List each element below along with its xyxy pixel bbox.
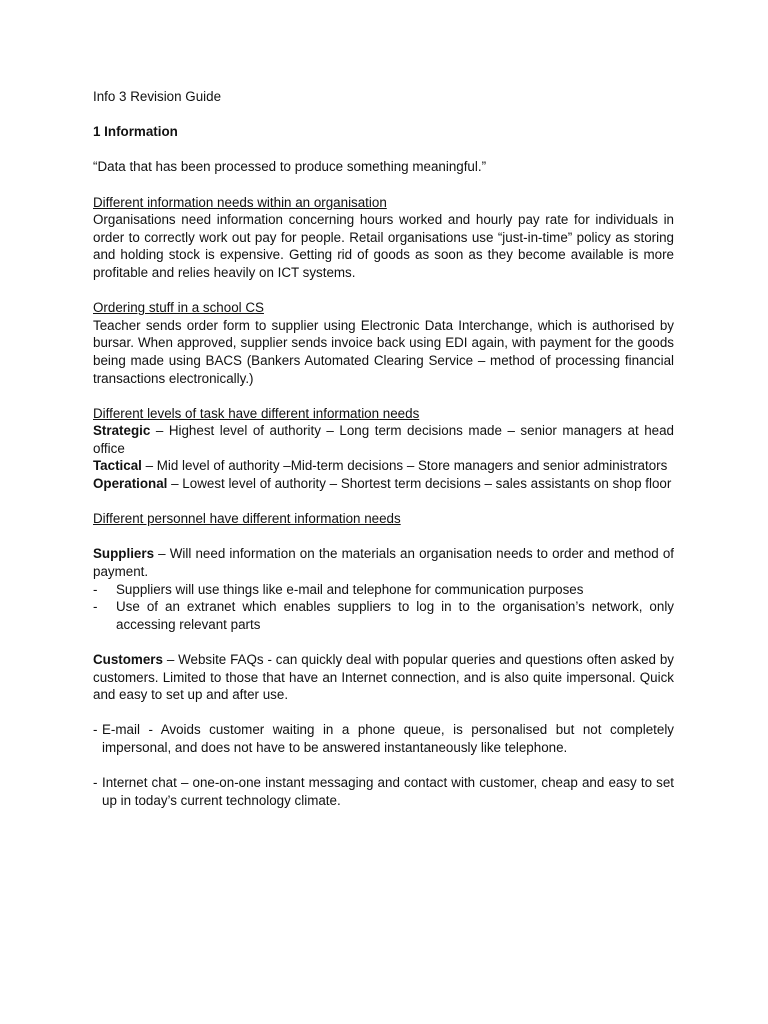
customers-paragraph: Customers – Website FAQs - can quickly deal with popular queries and questions often asked by customers. Limited to those that have an Internet connection, and is also quite impersonal. Quick and easy to set up and after use. xyxy=(93,652,674,703)
strategic-label: Strategic xyxy=(93,423,151,439)
internet-chat-item: - Internet chat – one-on-one instant messaging and contact with customer, cheap and easy to set up in today’s current technology climate. xyxy=(93,775,674,808)
dash-bullet: - xyxy=(93,599,98,615)
info-needs-paragraph: Organisations need information concerning hours worked and hourly pay rate for individuals in order to correctly work out pay for people. Retail organisations use “just-in-time” policy as storing and holding stock is expensive. Getting rid of goods as soon as they become available is more profitable and relies heavily on ICT systems. xyxy=(93,212,674,280)
dash-bullet: - xyxy=(93,722,98,738)
document-body xyxy=(93,88,674,809)
operational-label: Operational xyxy=(93,476,168,492)
operational-paragraph: Operational – Lowest level of authority – Shortest term decisions – sales assistants on shop floor xyxy=(93,476,672,492)
section-heading: 1 Information xyxy=(93,124,178,140)
customers-label: Customers xyxy=(93,652,163,667)
doc-title: Info 3 Revision Guide xyxy=(93,89,222,104)
email-item: - E-mail - Avoids customer waiting in a phone queue, is personalised but not completely impersonal, and does not have to be answered instantaneously like telephone. xyxy=(93,722,674,755)
ordering-heading: Ordering stuff in a school CS xyxy=(93,300,264,316)
personnel-heading: Different personnel have different information needs xyxy=(93,511,401,527)
dash-bullet: - xyxy=(93,581,98,597)
tactical-label: Tactical xyxy=(93,458,142,474)
definition-quote: “Data that has been processed to produce something meaningful.” xyxy=(93,159,487,175)
task-levels-heading: Different levels of task have different information needs xyxy=(93,405,420,421)
strategic-paragraph: Strategic – Highest level of authority – Long term decisions made – senior managers at head office xyxy=(93,423,674,456)
suppliers-label: Suppliers xyxy=(93,546,155,562)
list-item: - Use of an extranet which enables suppliers to log in to the organisation’s network, only accessing relevant parts xyxy=(93,599,674,632)
tactical-paragraph: Tactical – Mid level of authority –Mid-term decisions – Store managers and senior administrators xyxy=(93,458,668,474)
info-needs-heading: Different information needs within an organisation xyxy=(93,194,387,210)
dash-bullet: - xyxy=(93,775,98,791)
ordering-paragraph: Teacher sends order form to supplier using Electronic Data Interchange, which is authorised by bursar. When approved, supplier sends invoice back using EDI again, with payment for the goods being made using BACS (Bankers Automated Clearing Service – method of processing financial transactions electronically.) xyxy=(93,317,674,386)
list-item: - Suppliers will use things like e-mail and telephone for communication purposes xyxy=(93,581,584,597)
suppliers-paragraph: Suppliers – Will need information on the materials an organisation needs to order and method of payment. xyxy=(93,546,674,580)
